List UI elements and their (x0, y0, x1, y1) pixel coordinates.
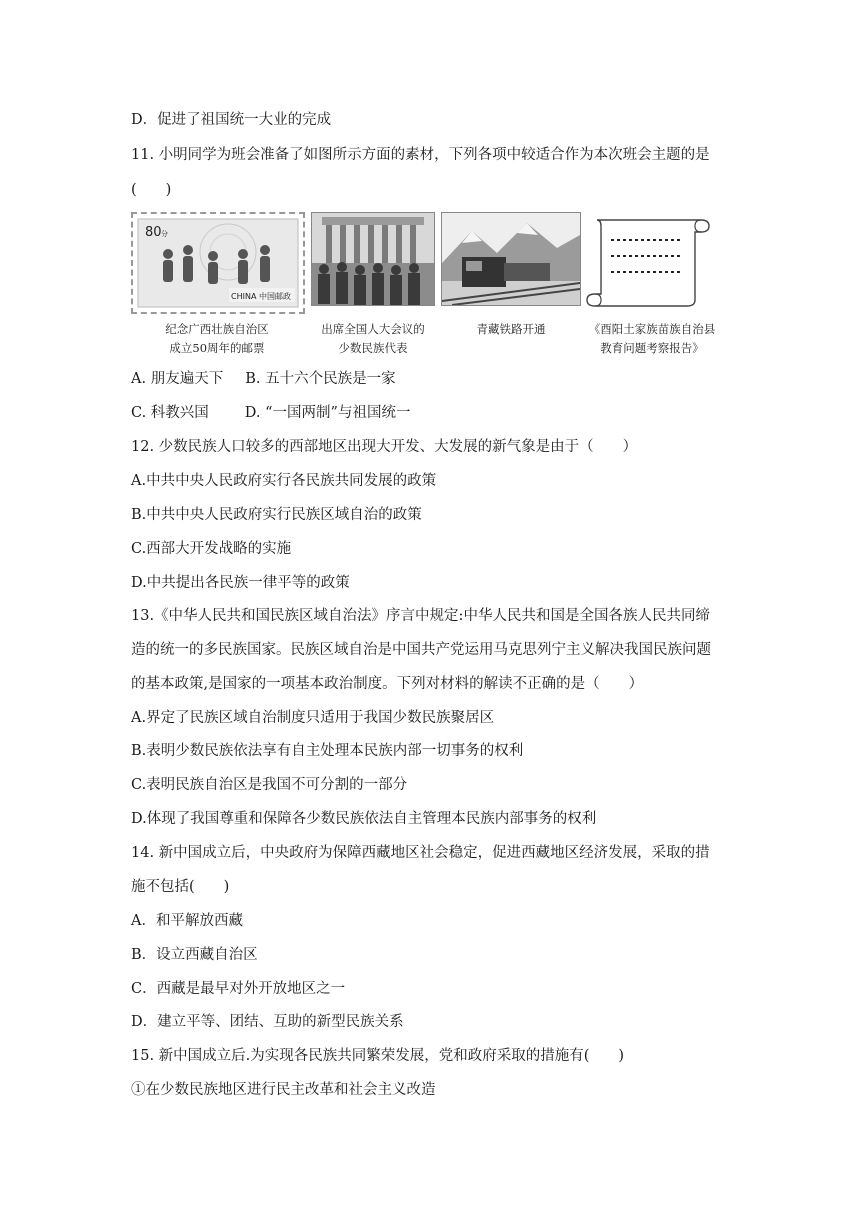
option-b-q14: B．设立西藏自治区 (131, 947, 258, 963)
question-14-text-2: 施不包括( ) (131, 879, 230, 895)
question-11-figures (131, 212, 721, 362)
option-b-q13: B.表明少数民族依法享有自主处理本民族内部一切事务的权利 (131, 743, 524, 759)
stamp-unit: 分 (161, 230, 168, 238)
option-a-q13: A.界定了民族区域自治制度只适用于我国少数民族聚居区 (131, 710, 495, 726)
question-14-text-1: 14. 新中国成立后，中央政府为保障西藏地区社会稳定，促进西藏地区经济发展，采取的措 (131, 845, 710, 861)
stamp-mark: CHINA 中国邮政 (231, 292, 291, 301)
option-c-q13: C.表明民族自治区是我国不可分割的一部分 (131, 777, 408, 793)
question-13-text-3: 的基本政策,是国家的一项基本政治制度。下列对材料的解读不正确的是（ ） (131, 676, 644, 692)
question-13-text-1: 13.《中华人民共和国民族区域自治法》序言中规定:中华人民共和国是全国各族人民共同缔 (131, 608, 710, 624)
question-13-text-2: 造的统一的多民族国家。民族区域自治是中国共产党运用马克思列宁主义解决我国民族问题 (131, 642, 711, 658)
option-d-q14: D．建立平等、团结、互助的新型民族关系 (131, 1014, 404, 1030)
caption-stamp-2: 成立50周年的邮票 (169, 341, 265, 355)
option-b-q12: B.中共中央人民政府实行民族区域自治的政策 (131, 507, 422, 523)
report-scroll-icon (583, 212, 713, 310)
caption-stamp-1: 纪念广西壮族自治区 (165, 322, 269, 336)
option-d-q12: D.中共提出各民族一律平等的政策 (131, 575, 350, 591)
question-11-text: 11. 小明同学为班会准备了如图所示方面的素材，下列各项中较适合作为本次班会主题的是 (131, 147, 710, 163)
option-d-q11: D. “一国两制”与祖国统一 (244, 405, 411, 421)
congress-photo (312, 213, 434, 305)
stamp-value: 80 (145, 225, 162, 240)
railway-photo (442, 213, 580, 305)
question-11-options-ab (131, 369, 396, 389)
option-c-q12: C.西部大开发战略的实施 (131, 541, 292, 557)
option-a-q11: A. 朋友遍天下 (131, 371, 224, 387)
caption-report-1: 《酉阳土家族苗族自治县 (588, 322, 716, 336)
option-c-q11: C. 科教兴国 (131, 405, 209, 421)
question-15-item-1: ①在少数民族地区进行民主改革和社会主义改造 (131, 1082, 436, 1098)
question-15-text: 15. 新中国成立后.为实现各民族共同繁荣发展，党和政府采取的措施有( ) (131, 1048, 625, 1064)
question-11-options-cd (131, 403, 410, 423)
option-d-q10: D．促进了祖国统一大业的完成 (131, 112, 332, 128)
option-c-q14: C．西藏是最早对外开放地区之一 (131, 981, 346, 997)
caption-congress-1: 出席全国人大会议的 (321, 322, 425, 336)
option-b-q11: B. 五十六个民族是一家 (245, 371, 396, 387)
option-a-q12: A.中共中央人民政府实行各民族共同发展的政策 (131, 473, 437, 489)
stamp-image (133, 214, 303, 312)
caption-report-2: 教育问题考察报告》 (600, 341, 704, 355)
option-d-q13: D.体现了我国尊重和保障各少数民族依法自主管理本民族内部事务的权利 (131, 811, 597, 827)
question-11-paren: ( ) (131, 182, 172, 198)
caption-railway: 青藏铁路开通 (476, 322, 546, 336)
question-12-text: 12. 少数民族人口较多的西部地区出现大开发、大发展的新气象是由于（ ） (131, 439, 638, 455)
caption-congress-2: 少数民族代表 (338, 341, 408, 355)
option-a-q14: A．和平解放西藏 (131, 913, 243, 929)
